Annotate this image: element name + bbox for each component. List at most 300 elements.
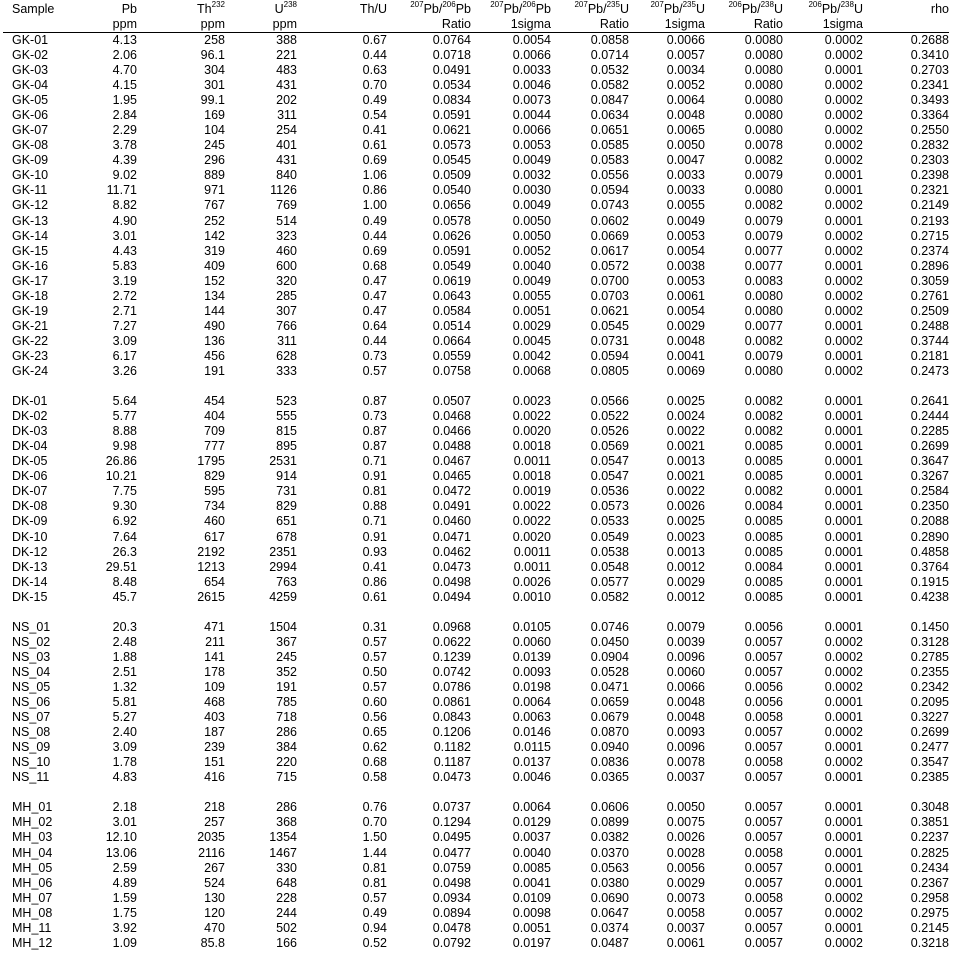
cell-rho: 0.2890 (910, 529, 949, 544)
cell-pb207-u235-sigma: 0.0048 (666, 333, 705, 348)
cell-pb207-pb206-sigma: 0.0049 (512, 273, 551, 288)
cell-pb206-u238-ratio: 0.0082 (744, 333, 783, 348)
cell-pb207-pb206-ratio: 0.0622 (432, 634, 471, 649)
cell-pb206-u238-ratio: 0.0084 (744, 499, 783, 514)
cell-pb207-pb206-sigma: 0.0022 (512, 499, 551, 514)
cell-rho: 0.2832 (910, 138, 949, 153)
cell-th-u: 0.73 (362, 409, 387, 424)
table-row (3, 364, 949, 379)
cell-pb207-pb206-sigma: 0.0022 (512, 409, 551, 424)
table-row (3, 560, 949, 575)
cell-th-u: 0.44 (362, 333, 387, 348)
cell-u-ppm: 286 (276, 800, 297, 815)
cell-pb-ppm: 2.40 (112, 725, 137, 740)
cell-th-ppm: 296 (204, 153, 225, 168)
cell-pb206-u238-ratio: 0.0058 (744, 890, 783, 905)
cell-pb206-u238-ratio: 0.0080 (744, 108, 783, 123)
cell-u-ppm: 766 (276, 318, 297, 333)
cell-pb207-u235-sigma: 0.0033 (666, 183, 705, 198)
table-row (3, 319, 949, 334)
cell-pb207-pb206-ratio: 0.0467 (432, 454, 471, 469)
col-subheader-ratio: Ratio (387, 17, 471, 33)
table-row (3, 214, 949, 229)
cell-pb207-u235-ratio: 0.0563 (590, 860, 629, 875)
cell-pb207-u235-sigma: 0.0069 (666, 364, 705, 378)
cell-pb206-u238-sigma: 0.0002 (824, 123, 863, 138)
cell-u-ppm: 840 (276, 168, 297, 183)
col-subheader-sigma: 1sigma (471, 17, 551, 33)
cell-sample: GK-21 (12, 318, 49, 333)
cell-u-ppm: 367 (276, 634, 297, 649)
cell-th-u: 0.62 (362, 740, 387, 755)
cell-pb-ppm: 4.13 (112, 33, 137, 47)
cell-pb-ppm: 3.01 (112, 228, 137, 243)
cell-pb206-u238-ratio: 0.0057 (744, 815, 783, 830)
cell-pb207-pb206-sigma: 0.0018 (512, 439, 551, 454)
cell-th-ppm: 1795 (197, 454, 225, 469)
cell-pb206-u238-sigma: 0.0002 (824, 273, 863, 288)
cell-sample: DK-13 (12, 559, 48, 574)
cell-pb-ppm: 5.27 (112, 710, 137, 725)
cell-pb206-u238-ratio: 0.0079 (744, 228, 783, 243)
col-subheader-rho (863, 17, 949, 33)
cell-th-u: 0.49 (362, 213, 387, 228)
cell-th-ppm: 178 (204, 664, 225, 679)
cell-pb206-u238-ratio: 0.0080 (744, 288, 783, 303)
cell-pb207-pb206-sigma: 0.0054 (512, 33, 551, 47)
cell-pb207-pb206-ratio: 0.0968 (432, 619, 471, 634)
cell-pb206-u238-sigma: 0.0002 (824, 634, 863, 649)
cell-pb206-u238-sigma: 0.0001 (824, 258, 863, 273)
cell-pb207-pb206-sigma: 0.0053 (512, 138, 551, 153)
cell-pb-ppm: 1.75 (112, 905, 137, 920)
cell-pb207-pb206-ratio: 0.0664 (432, 333, 471, 348)
cell-th-u: 0.47 (362, 273, 387, 288)
cell-pb207-pb206-sigma: 0.0049 (512, 198, 551, 213)
cell-pb206-u238-sigma: 0.0001 (824, 875, 863, 890)
cell-pb207-pb206-sigma: 0.0046 (512, 78, 551, 93)
cell-sample: GK-15 (12, 243, 49, 258)
cell-th-u: 0.69 (362, 153, 387, 168)
cell-rho: 0.3364 (910, 108, 949, 123)
cell-u-ppm: 914 (276, 469, 297, 484)
cell-sample: GK-03 (12, 63, 49, 78)
cell-u-ppm: 320 (276, 273, 297, 288)
cell-u-ppm: 483 (276, 63, 297, 78)
cell-th-ppm: 617 (204, 529, 225, 544)
cell-pb206-u238-ratio: 0.0057 (744, 905, 783, 920)
cell-pb206-u238-ratio: 0.0057 (744, 725, 783, 740)
cell-sample: NS_09 (12, 740, 51, 755)
cell-pb207-pb206-sigma: 0.0044 (512, 108, 551, 123)
col-subheader-ratio: Ratio (705, 17, 783, 33)
cell-pb207-pb206-ratio: 0.1294 (432, 815, 471, 830)
cell-pb207-u235-ratio: 0.0836 (590, 755, 629, 770)
cell-u-ppm: 384 (276, 740, 297, 755)
cell-pb206-u238-sigma: 0.0001 (824, 454, 863, 469)
cell-pb206-u238-ratio: 0.0085 (744, 529, 783, 544)
cell-pb206-u238-sigma: 0.0001 (824, 469, 863, 484)
cell-pb-ppm: 13.06 (105, 845, 137, 860)
cell-pb206-u238-sigma: 0.0002 (824, 664, 863, 679)
cell-pb207-pb206-sigma: 0.0045 (512, 333, 551, 348)
cell-sample: MH_11 (12, 920, 52, 935)
table-row (3, 229, 949, 244)
cell-th-ppm: 460 (204, 514, 225, 529)
cell-pb-ppm: 26.3 (112, 544, 137, 559)
cell-pb207-pb206-ratio: 0.1182 (433, 740, 471, 755)
cell-pb207-u235-sigma: 0.0060 (666, 664, 705, 679)
col-subheader-sigma: 1sigma (629, 17, 705, 33)
cell-sample: DK-08 (12, 499, 48, 514)
cell-pb206-u238-ratio: 0.0080 (744, 183, 783, 198)
cell-rho: 0.2699 (910, 725, 949, 740)
cell-th-u: 0.64 (362, 318, 387, 333)
cell-pb207-u235-sigma: 0.0022 (666, 484, 705, 499)
cell-pb207-pb206-sigma: 0.0022 (512, 514, 551, 529)
table-row (3, 394, 949, 409)
cell-pb207-pb206-sigma: 0.0010 (512, 589, 551, 604)
cell-pb-ppm: 3.09 (112, 333, 137, 348)
cell-sample: GK-23 (12, 348, 49, 363)
table-body (3, 33, 949, 951)
cell-pb206-u238-ratio: 0.0056 (744, 695, 783, 710)
cell-pb206-u238-sigma: 0.0001 (824, 619, 863, 634)
cell-th-ppm: 130 (204, 890, 225, 905)
cell-pb207-u235-ratio: 0.0847 (590, 93, 629, 108)
cell-rho: 0.3744 (910, 333, 949, 348)
cell-u-ppm: 514 (276, 213, 297, 228)
cell-pb207-u235-sigma: 0.0053 (666, 273, 705, 288)
cell-sample: MH_12 (12, 935, 53, 950)
cell-pb-ppm: 9.98 (112, 439, 137, 454)
cell-pb207-u235-ratio: 0.0602 (590, 213, 629, 228)
cell-pb207-pb206-ratio: 0.0494 (432, 589, 471, 604)
cell-pb207-u235-ratio: 0.0526 (590, 424, 629, 439)
cell-pb206-u238-sigma: 0.0002 (824, 198, 863, 213)
cell-u-ppm: 502 (276, 920, 297, 935)
table-row (3, 861, 949, 876)
table-row (3, 183, 949, 198)
cell-th-u: 0.61 (362, 138, 387, 153)
cell-sample: DK-07 (12, 484, 48, 499)
cell-th-ppm: 99.1 (200, 93, 225, 108)
cell-pb-ppm: 1.59 (112, 890, 137, 905)
table-row (3, 830, 949, 845)
cell-rho: 0.2385 (910, 770, 949, 785)
cell-pb207-u235-sigma: 0.0013 (666, 544, 705, 559)
cell-pb-ppm: 4.70 (112, 63, 137, 78)
cell-pb-ppm: 2.06 (112, 48, 137, 63)
cell-pb206-u238-sigma: 0.0002 (824, 725, 863, 740)
cell-pb206-u238-ratio: 0.0085 (744, 469, 783, 484)
header-row-2 (3, 17, 949, 33)
cell-u-ppm: 307 (276, 303, 297, 318)
cell-pb207-u235-sigma: 0.0061 (666, 288, 705, 303)
cell-pb207-pb206-sigma: 0.0042 (512, 348, 551, 363)
cell-pb207-pb206-ratio: 0.0498 (432, 574, 471, 589)
cell-pb207-u235-ratio: 0.0621 (590, 303, 629, 318)
table-row (3, 695, 949, 710)
cell-pb207-u235-sigma: 0.0022 (666, 424, 705, 439)
cell-rho: 0.2321 (910, 183, 949, 198)
cell-rho: 0.2095 (910, 695, 949, 710)
cell-rho: 0.4238 (910, 589, 949, 604)
cell-pb207-u235-sigma: 0.0025 (666, 394, 705, 409)
table-row (3, 289, 949, 304)
cell-th-ppm: 2116 (198, 845, 225, 860)
cell-u-ppm: 1126 (270, 183, 297, 198)
cell-pb207-u235-ratio: 0.0899 (590, 815, 629, 830)
cell-pb207-u235-ratio: 0.0380 (590, 875, 629, 890)
cell-th-u: 0.86 (362, 574, 387, 589)
cell-pb206-u238-ratio: 0.0058 (744, 710, 783, 725)
cell-rho: 0.2825 (910, 845, 949, 860)
cell-th-ppm: 191 (204, 364, 225, 378)
cell-pb206-u238-sigma: 0.0002 (824, 93, 863, 108)
zircon-u-pb-data-table (3, 2, 949, 951)
cell-th-ppm: 709 (204, 424, 225, 439)
cell-pb206-u238-ratio: 0.0082 (744, 394, 783, 409)
cell-th-u: 0.63 (362, 63, 387, 78)
cell-pb-ppm: 7.27 (112, 318, 137, 333)
cell-pb206-u238-ratio: 0.0082 (744, 484, 783, 499)
cell-pb206-u238-sigma: 0.0001 (824, 439, 863, 454)
cell-pb-ppm: 5.64 (112, 394, 137, 409)
cell-pb206-u238-sigma: 0.0002 (824, 303, 863, 318)
cell-sample: NS_07 (12, 710, 51, 725)
cell-pb207-u235-sigma: 0.0033 (666, 168, 705, 183)
cell-u-ppm: 1504 (269, 619, 297, 634)
cell-pb206-u238-ratio: 0.0085 (744, 589, 783, 604)
table-row (3, 424, 949, 439)
cell-pb207-u235-sigma: 0.0075 (666, 815, 705, 830)
cell-pb206-u238-sigma: 0.0001 (824, 800, 863, 815)
cell-rho: 0.3647 (910, 454, 949, 469)
cell-sample: NS_06 (12, 695, 51, 710)
cell-pb207-pb206-ratio: 0.0471 (432, 529, 471, 544)
cell-pb-ppm: 45.7 (112, 589, 137, 604)
cell-pb207-u235-ratio: 0.0556 (590, 168, 629, 183)
table-row (3, 274, 949, 289)
cell-sample: MH_02 (12, 815, 53, 830)
cell-pb207-pb206-sigma: 0.0020 (512, 424, 551, 439)
table-row (3, 800, 949, 815)
cell-u-ppm: 166 (276, 935, 297, 950)
col-header-pb207-pb206-sigma: $^{207}$Pb/$^{206}$Pb (490, 0, 551, 16)
cell-rho: 0.3764 (910, 559, 949, 574)
cell-pb207-pb206-sigma: 0.0137 (512, 755, 551, 770)
cell-pb207-pb206-sigma: 0.0033 (512, 63, 551, 78)
cell-pb207-pb206-sigma: 0.0040 (512, 258, 551, 273)
cell-pb207-pb206-ratio: 0.0549 (432, 258, 471, 273)
spacer-cell (3, 379, 949, 394)
cell-rho: 0.2342 (910, 679, 949, 694)
cell-pb-ppm: 8.48 (112, 574, 137, 589)
cell-th-ppm: 777 (204, 439, 225, 454)
cell-rho: 0.1450 (910, 619, 949, 634)
cell-pb207-pb206-sigma: 0.0049 (512, 153, 551, 168)
cell-pb207-u235-sigma: 0.0093 (666, 725, 705, 740)
cell-pb206-u238-sigma: 0.0001 (824, 544, 863, 559)
cell-th-ppm: 404 (204, 409, 225, 424)
cell-pb207-pb206-ratio: 0.0545 (432, 153, 471, 168)
cell-sample: GK-18 (12, 288, 49, 303)
cell-rho: 0.3410 (910, 48, 949, 63)
cell-th-ppm: 169 (204, 108, 225, 123)
cell-pb206-u238-ratio: 0.0057 (744, 920, 783, 935)
cell-pb207-u235-sigma: 0.0096 (666, 740, 705, 755)
cell-pb207-pb206-ratio: 0.0834 (432, 93, 471, 108)
cell-pb207-u235-ratio: 0.0577 (590, 574, 629, 589)
cell-pb206-u238-ratio: 0.0077 (744, 243, 783, 258)
group-spacer-row (3, 605, 949, 620)
cell-rho: 0.1915 (910, 574, 949, 589)
cell-pb-ppm: 4.89 (112, 875, 137, 890)
cell-th-u: 1.06 (362, 168, 387, 183)
cell-th-ppm: 468 (204, 695, 225, 710)
cell-pb207-u235-ratio: 0.0374 (590, 920, 629, 935)
cell-th-u: 0.41 (362, 559, 387, 574)
cell-sample: NS_11 (12, 770, 50, 785)
cell-sample: GK-05 (12, 93, 49, 108)
cell-rho: 0.3128 (910, 634, 949, 649)
cell-pb207-u235-ratio: 0.0370 (590, 845, 629, 860)
cell-th-u: 0.31 (362, 619, 387, 634)
cell-pb207-u235-ratio: 0.0585 (590, 138, 629, 153)
cell-rho: 0.2550 (910, 123, 949, 138)
cell-pb207-pb206-sigma: 0.0041 (512, 875, 551, 890)
cell-pb207-u235-sigma: 0.0012 (666, 559, 705, 574)
cell-sample: DK-04 (12, 439, 48, 454)
cell-u-ppm: 286 (276, 725, 297, 740)
cell-pb206-u238-sigma: 0.0002 (824, 905, 863, 920)
cell-pb-ppm: 2.29 (112, 123, 137, 138)
cell-pb207-pb206-ratio: 0.0477 (432, 845, 471, 860)
cell-pb207-u235-ratio: 0.0858 (590, 33, 629, 47)
cell-pb-ppm: 2.51 (112, 664, 137, 679)
table-row (3, 198, 949, 213)
cell-pb207-pb206-ratio: 0.0473 (432, 770, 471, 785)
cell-pb206-u238-sigma: 0.0001 (824, 589, 863, 604)
cell-pb207-u235-ratio: 0.0582 (590, 589, 629, 604)
cell-pb207-pb206-ratio: 0.0478 (432, 920, 471, 935)
table-row (3, 845, 949, 860)
cell-th-ppm: 654 (204, 574, 225, 589)
spacer-cell (3, 605, 949, 620)
cell-pb207-u235-ratio: 0.0690 (590, 890, 629, 905)
cell-pb207-pb206-ratio: 0.0584 (432, 303, 471, 318)
cell-sample: DK-12 (12, 544, 48, 559)
cell-pb207-pb206-ratio: 0.0488 (432, 439, 471, 454)
cell-u-ppm: 2351 (269, 544, 297, 559)
cell-pb207-pb206-ratio: 0.0491 (432, 63, 471, 78)
cell-pb206-u238-sigma: 0.0001 (824, 830, 863, 845)
cell-rho: 0.2688 (910, 33, 949, 47)
cell-pb-ppm: 1.09 (112, 935, 137, 950)
cell-pb207-u235-sigma: 0.0037 (666, 770, 705, 785)
cell-pb207-pb206-sigma: 0.0129 (512, 815, 551, 830)
cell-pb206-u238-sigma: 0.0001 (824, 183, 863, 198)
cell-th-u: 0.88 (362, 499, 387, 514)
table-row (3, 725, 949, 740)
cell-pb206-u238-sigma: 0.0001 (824, 318, 863, 333)
cell-pb207-pb206-sigma: 0.0064 (512, 695, 551, 710)
cell-pb207-u235-ratio: 0.0700 (590, 273, 629, 288)
cell-pb207-u235-ratio: 0.0805 (590, 364, 629, 378)
cell-pb207-u235-ratio: 0.0532 (590, 63, 629, 78)
cell-pb207-pb206-ratio: 0.0507 (432, 394, 471, 409)
table-row (3, 469, 949, 484)
cell-sample: MH_06 (12, 875, 53, 890)
table-row (3, 48, 949, 63)
cell-pb206-u238-ratio: 0.0057 (744, 875, 783, 890)
cell-pb206-u238-ratio: 0.0085 (744, 454, 783, 469)
cell-th-u: 0.60 (362, 695, 387, 710)
cell-sample: MH_01 (12, 800, 53, 815)
cell-u-ppm: 254 (276, 123, 297, 138)
table-row (3, 680, 949, 695)
cell-pb207-u235-sigma: 0.0034 (666, 63, 705, 78)
cell-pb207-pb206-sigma: 0.0032 (512, 168, 551, 183)
col-header-pb207-u235-sigma: $^{207}$Pb/$^{235}$U (650, 0, 705, 16)
cell-pb207-u235-sigma: 0.0065 (666, 123, 705, 138)
cell-th-u: 0.56 (362, 710, 387, 725)
cell-th-ppm: 142 (204, 228, 225, 243)
cell-pb206-u238-ratio: 0.0082 (744, 409, 783, 424)
cell-pb207-u235-sigma: 0.0041 (666, 348, 705, 363)
table-row (3, 33, 949, 49)
cell-pb207-pb206-sigma: 0.0019 (512, 484, 551, 499)
table-row (3, 93, 949, 108)
cell-pb207-u235-ratio: 0.0538 (590, 544, 629, 559)
cell-pb-ppm: 2.84 (112, 108, 137, 123)
cell-th-ppm: 454 (204, 394, 225, 409)
cell-pb207-pb206-sigma: 0.0105 (512, 619, 551, 634)
cell-pb207-pb206-ratio: 0.0473 (432, 559, 471, 574)
cell-sample: MH_04 (12, 845, 53, 860)
table-row (3, 244, 949, 259)
cell-sample: GK-22 (12, 333, 49, 348)
cell-th-ppm: 409 (204, 258, 225, 273)
cell-rho: 0.2303 (910, 153, 949, 168)
cell-pb206-u238-ratio: 0.0077 (744, 318, 783, 333)
table-row (3, 138, 949, 153)
spacer-cell (3, 785, 949, 800)
cell-th-u: 0.71 (362, 454, 387, 469)
cell-th-ppm: 456 (204, 348, 225, 363)
cell-pb207-u235-ratio: 0.0573 (590, 499, 629, 514)
cell-pb207-pb206-sigma: 0.0198 (512, 679, 551, 694)
cell-sample: DK-01 (12, 394, 48, 409)
cell-sample: GK-13 (12, 213, 49, 228)
cell-th-u: 1.44 (362, 845, 387, 860)
cell-pb207-u235-sigma: 0.0061 (666, 935, 705, 950)
cell-th-u: 0.87 (362, 439, 387, 454)
cell-pb206-u238-ratio: 0.0080 (744, 63, 783, 78)
cell-pb207-u235-sigma: 0.0012 (666, 589, 705, 604)
cell-pb206-u238-sigma: 0.0001 (824, 514, 863, 529)
cell-u-ppm: 829 (276, 499, 297, 514)
cell-pb207-u235-ratio: 0.0545 (590, 318, 629, 333)
cell-pb207-u235-sigma: 0.0021 (666, 469, 705, 484)
cell-th-ppm: 144 (204, 303, 225, 318)
cell-pb-ppm: 4.90 (112, 213, 137, 228)
cell-th-u: 0.47 (362, 303, 387, 318)
cell-pb-ppm: 29.51 (105, 559, 137, 574)
cell-u-ppm: 715 (276, 770, 297, 785)
cell-th-u: 0.86 (362, 183, 387, 198)
